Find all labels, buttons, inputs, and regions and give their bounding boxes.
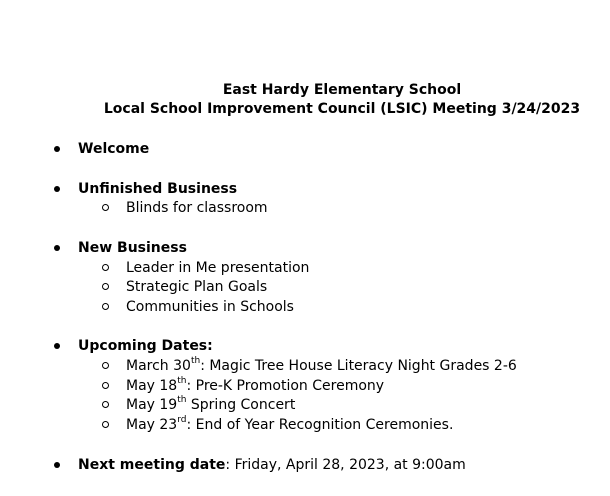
- circle-bullet-icon: [102, 421, 109, 428]
- sub-item-label: Leader in Me presentation: [126, 260, 310, 276]
- agenda-item-label: Unfinished Business: [78, 181, 238, 197]
- school-name: East Hardy Elementary School: [222, 82, 462, 98]
- circle-bullet-icon: [102, 204, 109, 211]
- meeting-title: Local School Improvement Council (LSIC) Meeting 3/24/2023: [103, 101, 581, 117]
- bullet-icon: [54, 462, 60, 468]
- next-meeting-value: : Friday, April 28, 2023, at 9:00am: [225, 457, 466, 473]
- date-text: May 23: [126, 417, 178, 433]
- date-text: May 18: [126, 378, 178, 394]
- event-text: Spring Concert: [186, 397, 296, 413]
- next-meeting-label: Next meeting date: [78, 457, 226, 473]
- agenda-item-label: Welcome: [78, 141, 150, 157]
- event-text: : End of Year Recognition Ceremonies.: [186, 417, 454, 433]
- circle-bullet-icon: [102, 264, 109, 271]
- date-item-label: [126, 395, 295, 415]
- bullet-icon: [54, 343, 60, 349]
- event-text: : Magic Tree House Literacy Night Grades 2-6: [200, 358, 517, 374]
- bullet-icon: [54, 245, 60, 251]
- circle-bullet-icon: [102, 382, 109, 389]
- sub-item-label: Strategic Plan Goals: [126, 279, 268, 295]
- ordinal-suffix: th: [177, 376, 187, 387]
- ordinal-suffix: rd: [177, 415, 187, 426]
- ordinal-suffix: th: [190, 356, 201, 367]
- date-text: March 30: [126, 358, 191, 374]
- bullet-icon: [54, 186, 60, 192]
- agenda-item-label: New Business: [78, 240, 187, 256]
- date-item-label: [126, 376, 384, 396]
- circle-bullet-icon: [102, 303, 109, 310]
- agenda-item-label: Upcoming Dates:: [78, 338, 213, 354]
- event-text: : Pre-K Promotion Ceremony: [186, 378, 385, 394]
- bullet-icon: [54, 146, 60, 152]
- next-meeting-line: [78, 455, 466, 475]
- circle-bullet-icon: [102, 401, 109, 408]
- circle-bullet-icon: [102, 283, 109, 290]
- date-item-label: [126, 415, 453, 435]
- sub-item-label: Blinds for classroom: [126, 200, 268, 216]
- date-text: May 19: [126, 397, 178, 413]
- sub-item-label: Communities in Schools: [126, 299, 294, 315]
- date-item-label: [126, 356, 517, 376]
- circle-bullet-icon: [102, 362, 109, 369]
- ordinal-suffix: th: [177, 395, 187, 406]
